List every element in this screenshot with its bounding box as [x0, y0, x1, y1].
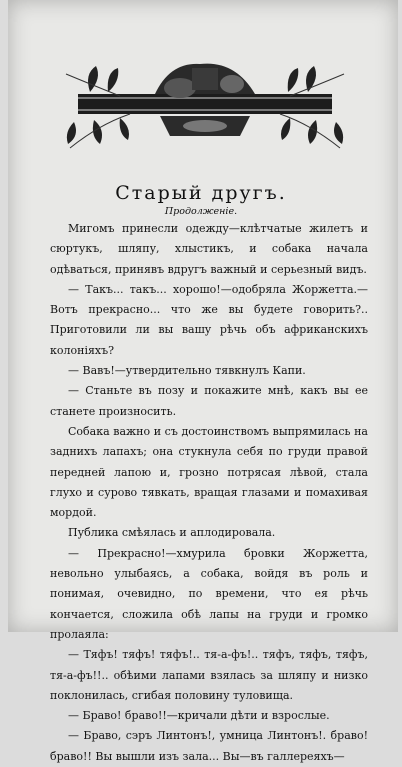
paragraph: — Прекрасно!—хмурила бровки Жоржетта, невольно улыбаясь, а собака, войдя въ роль и понимая, очевидно, по времени, что ея рѣчь кончается, сложила обѣ лапы на груди и громко пролаяла:	[50, 546, 368, 641]
paragraph: Публика смѣялась и аплодировала.	[68, 526, 276, 540]
paragraph: — Такъ... такъ... хорошо!—одобряла Жоржетта.— Вотъ прекрасно... что же вы будете говорить?.. Приготовили ли вы вашу рѣчь объ африканскихъ колоніяхъ?	[50, 282, 368, 357]
paragraph: Мигомъ принесли одежду—клѣтчатые жилетъ и сюртукъ, шляпу, хлыстикъ, и собака начала одѣваться, принявъ вдругъ важный и серьезный видъ.	[50, 222, 368, 276]
paragraph: Собака важно и съ достоинствомъ выпрямилась на заднихъ лапахъ; она стукнула себя по груди правой передней лапою и, грозно потрясая лѣвой, стала глухо и сурово тявкать, вращая глазами и помахивая мордой.	[50, 424, 368, 520]
paragraph: — Вавъ!—утвердительно тявкнулъ Капи.	[68, 364, 306, 378]
body-text	[50, 219, 368, 767]
paragraph: — Браво! браво!!—кричали дѣти и взрослые.	[68, 709, 330, 723]
paragraph: — Тяфъ! тяфъ! тяфъ!.. тя-а-фъ!.. тяфъ, тяфъ, тяфъ, тя-а-фъ!!.. обѣими лапами взялась за шляпу и низко поклонилась, сгибая половину туловища.	[50, 648, 368, 702]
paragraph: — Станьте въ позу и покажите мнѣ, какъ вы ее станете произносить.	[50, 384, 368, 418]
floral-ornament-headpiece	[60, 44, 350, 154]
paragraph: — Браво, сэръ Линтонъ!, умница Линтонъ!. браво! браво!! Вы вышли изъ зала... Вы—въ галлереяхъ—	[50, 729, 368, 763]
chapter-title: Старый другъ.	[115, 182, 287, 204]
chapter-subtitle: Продолженіе.	[164, 206, 238, 217]
